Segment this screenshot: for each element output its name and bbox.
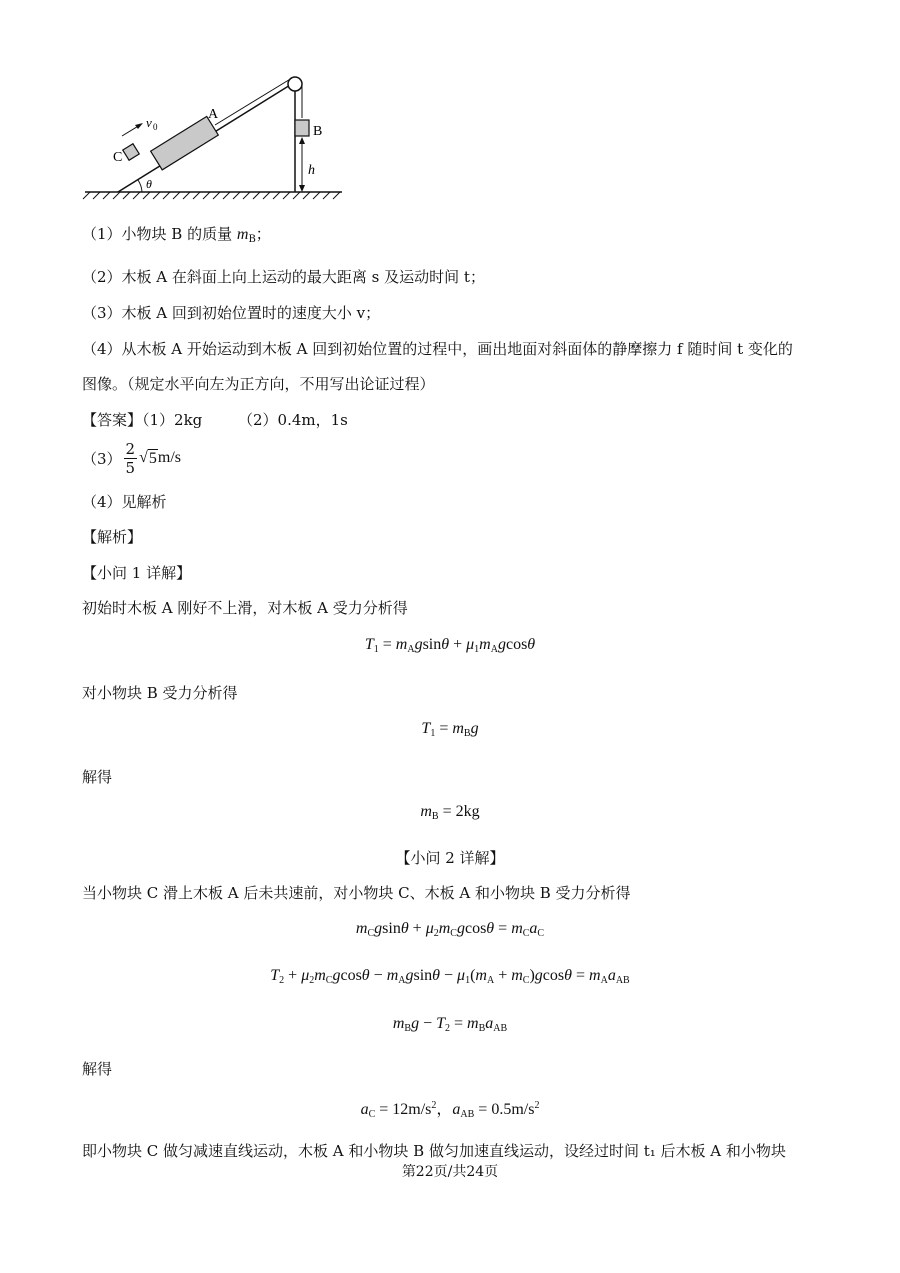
label-C: C [113,150,123,165]
question-1-suffix: ； [255,225,271,243]
label-theta: θ [146,177,152,191]
answer-4: （4）见解析 [82,493,167,511]
label-h: h [308,163,315,178]
section-2-text-2: 解得 [82,1060,113,1078]
equation-2: $T_1 = m_Bg$ [421,720,479,739]
question-4-line2: 图像。（规定水平向左为正方向，不用写出论证过程） [82,375,435,393]
answer-3 [82,436,181,480]
question-2: （2）木板 A 在斜面上向上运动的最大距离 s 及运动时间 t； [82,268,485,286]
answer-3-denominator: 5 [125,458,136,477]
section-1-title: 【小问 1 详解】 [82,564,192,582]
answer-3-fraction [124,440,138,477]
label-v0-sub: 0 [153,122,158,132]
section-1-text-3: 解得 [82,768,113,786]
page-number: 第22页/共24页 [401,1164,499,1180]
question-4-line1: （4）从木板 A 开始运动到木板 A 回到初始位置的过程中，画出地面对斜面体的静摩擦力 f 随时间 t 变化的 [82,340,793,358]
equation-1: $T_1 = m_Agsin\theta + \mu_1m_Agcos\theta$ [364,636,536,655]
section-2-text-3: 即小物块 C 做匀减速直线运动，木板 A 和小物块 B 做匀加速直线运动，设经过时间 t₁ 后木板 A 和小物块 [82,1142,786,1160]
equation-7: $a_C = 12m/s^2$，$a_{AB} = 0.5m/s^2$ [360,1100,540,1120]
answer-2: （2）0.4m，1s [238,411,348,429]
answer-3-prefix: （3） [82,449,122,468]
question-1-text: （1）小物块 B 的质量 [82,225,237,243]
analysis-label: 【解析】 [82,528,143,546]
answer-3-radicand: 5 [148,449,157,467]
question-3: （3）木板 A 回到初始位置时的速度大小 v； [82,304,381,322]
question-1-var: m [236,226,249,243]
label-v0: v [146,115,152,130]
sqrt-sign: √ [139,449,148,466]
answer-3-numerator: 2 [125,439,136,458]
question-1 [82,223,271,245]
section-2-text-1: 当小物块 C 滑上木板 A 后未共速前，对小物块 C、木板 A 和小物块 B 受力分析得 [82,884,631,902]
label-A: A [208,107,219,122]
section-2-title: 【小问 2 详解】 [395,849,505,867]
equation-5: $T_2 + \mu_2m_Cgcos\theta - m_Agsin\theta - \mu_1(m_A + m_C)gcos\theta = m_Aa_{AB}$ [270,967,630,986]
label-B: B [313,124,323,139]
equation-3: $m_B = 2kg$ [420,803,480,822]
section-1-text-2: 对小物块 B 受力分析得 [82,684,238,702]
equation-4: $m_Cgsin\theta + \mu_2m_Cgcos\theta = m_Ca_C$ [355,920,545,939]
answer-1: 【答案】（1）2kg [82,411,203,429]
question-1-sub: B [248,234,256,245]
equation-6: $m_Bg - T_2 = m_Ba_{AB}$ [392,1015,508,1034]
incline-diagram [80,70,350,205]
answer-3-unit: m/s [157,449,181,466]
section-1-text-1: 初始时木板 A 刚好不上滑，对木板 A 受力分析得 [82,599,408,617]
